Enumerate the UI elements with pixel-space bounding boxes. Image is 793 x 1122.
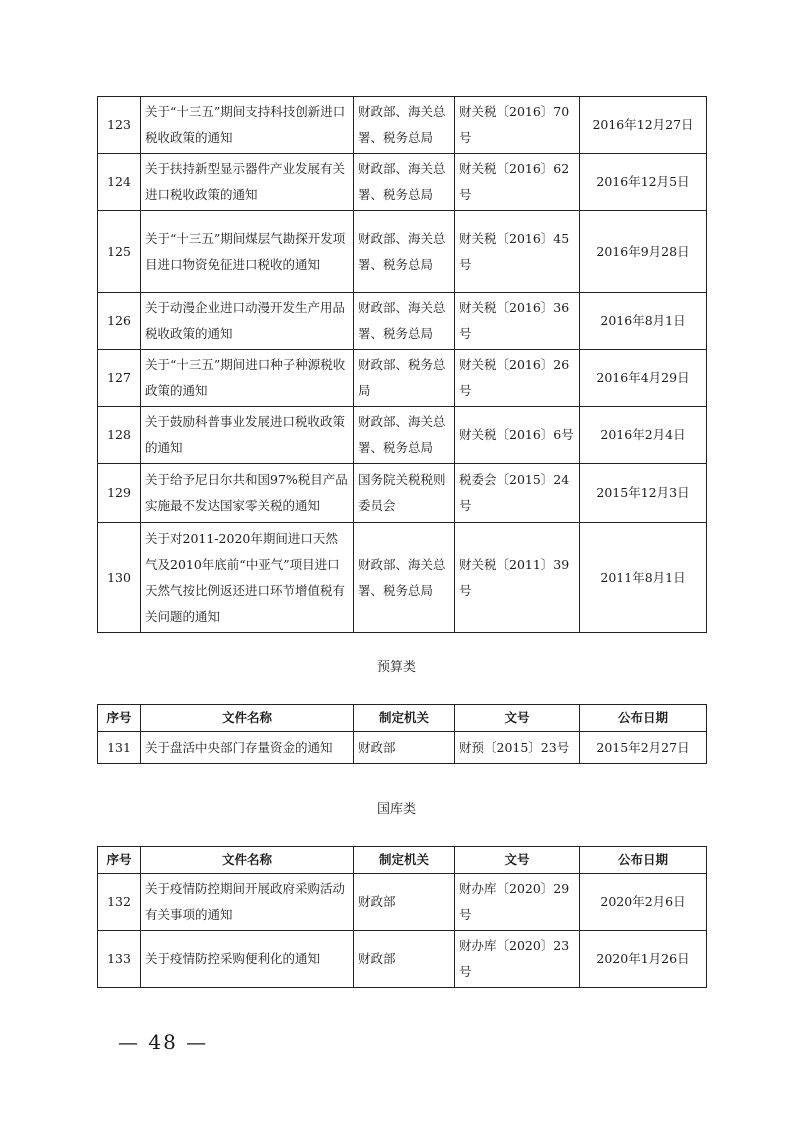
publish-date: 2016年8月1日 [580,293,707,350]
column-header: 文件名称 [141,705,354,732]
publish-date: 2016年2月4日 [580,407,707,464]
row-number: 131 [98,732,141,764]
document-name: 关于扶持新型显示器件产业发展有关进口税收政策的通知 [141,154,354,211]
issuing-authority: 财政部 [354,732,455,764]
issuing-authority: 财政部、税务总局 [354,350,455,407]
row-number: 123 [98,97,141,154]
document-number: 财预〔2015〕23号 [455,732,580,764]
publish-date: 2020年1月26日 [580,931,707,988]
document-number: 财办库〔2020〕29号 [455,874,580,931]
issuing-authority: 财政部、海关总署、税务总局 [354,407,455,464]
column-header: 序号 [98,847,141,874]
document-name: 关于动漫企业进口动漫开发生产用品税收政策的通知 [141,293,354,350]
issuing-authority: 财政部、海关总署、税务总局 [354,211,455,293]
issuing-authority: 财政部 [354,874,455,931]
row-number: 125 [98,211,141,293]
document-number: 财关税〔2016〕70号 [455,97,580,154]
issuing-authority: 国务院关税税则委员会 [354,464,455,523]
row-number: 126 [98,293,141,350]
document-number: 财关税〔2016〕62号 [455,154,580,211]
table-header-row [98,705,707,732]
issuing-authority: 财政部、海关总署、税务总局 [354,154,455,211]
policy-table-treasury [97,846,707,988]
row-number: 133 [98,931,141,988]
row-number: 128 [98,407,141,464]
document-name: 关于疫情防控采购便利化的通知 [141,931,354,988]
table-row [98,154,707,211]
document-number: 财办库〔2020〕23号 [455,931,580,988]
document-name: 关于“十三五”期间支持科技创新进口税收政策的通知 [141,97,354,154]
publish-date: 2015年2月27日 [580,732,707,764]
publish-date: 2016年12月5日 [580,154,707,211]
document-name: 关于疫情防控期间开展政府采购活动有关事项的通知 [141,874,354,931]
table-row [98,464,707,523]
policy-table-budget [97,704,707,764]
section-title-treasury: 国库类 [376,802,416,817]
column-header: 文号 [455,847,580,874]
issuing-authority: 财政部、海关总署、税务总局 [354,293,455,350]
issuing-authority: 财政部 [354,931,455,988]
publish-date: 2016年4月29日 [580,350,707,407]
row-number: 127 [98,350,141,407]
publish-date: 2011年8月1日 [580,523,707,633]
column-header: 文号 [455,705,580,732]
column-header: 序号 [98,705,141,732]
page-number: — 48 — [118,1030,209,1054]
document-number: 财关税〔2016〕36号 [455,293,580,350]
document-name: 关于鼓励科普事业发展进口税收政策的通知 [141,407,354,464]
row-number: 124 [98,154,141,211]
column-header: 制定机关 [354,705,455,732]
table-row [98,350,707,407]
publish-date: 2016年9月28日 [580,211,707,293]
table-row [98,211,707,293]
table-header-row [98,847,707,874]
table-row [98,732,707,764]
policy-table-customs [97,96,707,633]
table-row [98,931,707,988]
document-number: 财关税〔2016〕45号 [455,211,580,293]
table-row [98,97,707,154]
row-number: 132 [98,874,141,931]
column-header: 公布日期 [580,705,707,732]
publish-date: 2016年12月27日 [580,97,707,154]
document-name: 关于“十三五”期间煤层气勘探开发项目进口物资免征进口税收的通知 [141,211,354,293]
publish-date: 2015年12月3日 [580,464,707,523]
row-number: 130 [98,523,141,633]
table-row [98,407,707,464]
section-title-budget: 预算类 [376,660,416,675]
column-header: 制定机关 [354,847,455,874]
document-number: 税委会〔2015〕24号 [455,464,580,523]
publish-date: 2020年2月6日 [580,874,707,931]
issuing-authority: 财政部、海关总署、税务总局 [354,523,455,633]
document-name: 关于盘活中央部门存量资金的通知 [141,732,354,764]
issuing-authority: 财政部、海关总署、税务总局 [354,97,455,154]
table-row [98,874,707,931]
column-header: 公布日期 [580,847,707,874]
document-name: 关于对2011-2020年期间进口天然气及2010年底前“中亚气”项目进口天然气按比例返还进口环节增值税有关问题的通知 [141,523,354,633]
document-name: 关于“十三五”期间进口种子种源税收政策的通知 [141,350,354,407]
document-name: 关于给予尼日尔共和国97%税目产品实施最不发达国家零关税的通知 [141,464,354,523]
column-header: 文件名称 [141,847,354,874]
table-row [98,293,707,350]
document-number: 财关税〔2011〕39号 [455,523,580,633]
table-row [98,523,707,633]
row-number: 129 [98,464,141,523]
document-number: 财关税〔2016〕26号 [455,350,580,407]
document-number: 财关税〔2016〕6号 [455,407,580,464]
